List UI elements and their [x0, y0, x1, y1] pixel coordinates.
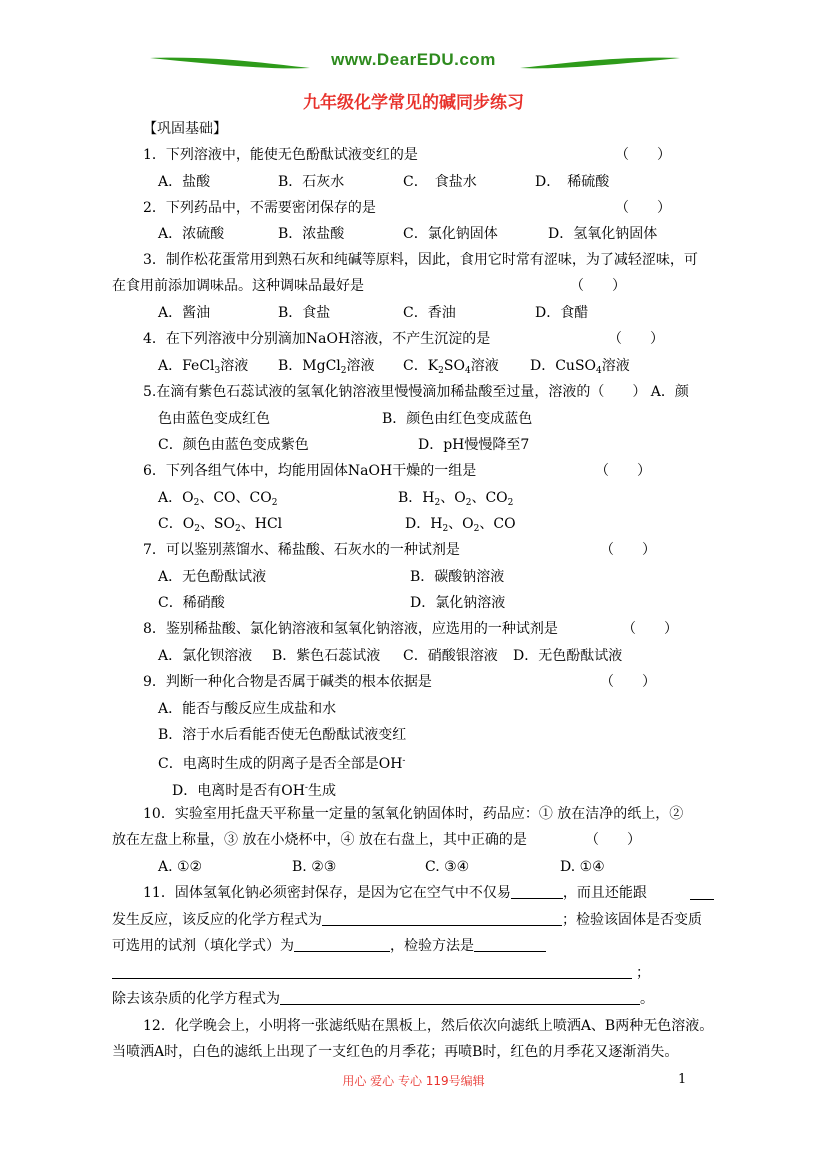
q2-option-b: B．浓盐酸	[278, 226, 345, 242]
q3-line1: 3．制作松花蛋常用到熟石灰和纯碱等原料，因此，食用它时常有涩味，为了减轻涩味，可	[143, 252, 698, 268]
q8-answer-paren: （ ）	[622, 621, 678, 637]
q10-line2: 放在左盘上称量，③ 放在小烧杯中，④ 放在右盘上，其中正确的是	[112, 832, 527, 848]
q8-option-d: D．无色酚酞试液	[513, 648, 623, 664]
q1-stem: 1．下列溶液中，能使无色酚酞试液变红的是	[143, 147, 418, 163]
q9-answer-paren: （ ）	[600, 674, 656, 690]
q11-blank-3[interactable]	[322, 911, 562, 926]
page-title: 九年级化学常见的碱同步练习	[303, 93, 524, 113]
q6-answer-paren: （ ）	[595, 463, 651, 479]
q6-option-c: C．$O_2$、$SO_2$、HCl	[158, 516, 283, 534]
q2-answer-paren: （ ）	[615, 200, 671, 216]
q5-option-d: D．pH慢慢降至7	[418, 437, 530, 453]
q7-answer-paren: （ ）	[600, 542, 656, 558]
q11-blank-5[interactable]	[474, 937, 546, 952]
q2-option-a: A．浓硫酸	[158, 226, 225, 242]
q1-option-d: D． 稀硫酸	[535, 174, 610, 190]
q11-line3-text-a: 可选用的试剂（填化学式）为	[112, 938, 294, 954]
q5-option-b: B．颜色由红色变成蓝色	[382, 411, 533, 427]
q11-line1-text-b: ，而且还能跟	[562, 885, 647, 901]
q1-option-c: C． 食盐水	[403, 174, 477, 190]
q6-option-a: A．$O_2$、CO、$CO_2$	[158, 490, 278, 508]
q10-answer-paren: （ ）	[585, 832, 641, 848]
site-logo-text: www.DearEDU.com	[331, 50, 496, 69]
q9-option-a: A．能否与酸反应生成盐和水	[158, 701, 337, 717]
q11-line1	[143, 884, 647, 902]
page-number: 1	[678, 1072, 687, 1087]
q4-answer-paren: （ ）	[608, 331, 664, 347]
q6-stem: 6．下列各组气体中，均能用固体NaOH干燥的一组是	[143, 463, 477, 479]
q10-option-b: B. ②③	[292, 859, 337, 875]
q11-blank-2[interactable]	[690, 899, 714, 900]
q8-option-a: A．氯化钡溶液	[158, 648, 253, 664]
q4-option-d: D．CuSO$_4$溶液	[530, 358, 630, 376]
q7-option-b: B．碳酸钠溶液	[410, 569, 505, 585]
q11-line3-text-b: ，检验方法是	[390, 938, 474, 954]
q7-option-a: A．无色酚酞试液	[158, 569, 267, 585]
q4-option-a: A．FeCl$_3$溶液	[158, 358, 249, 376]
q5-option-c: C．颜色由蓝色变成紫色	[158, 437, 309, 453]
q11-blank-1[interactable]	[511, 884, 563, 899]
q11-line5-end: 。	[640, 991, 654, 1007]
q6-option-b: B．$H_2$、$O_2$、$CO_2$	[398, 490, 514, 508]
q8-stem: 8．鉴别稀盐酸、氯化钠溶液和氢氧化钠溶液，应选用的一种试剂是	[143, 621, 558, 637]
page-footer: 用心 爱心 专心 119号编辑	[342, 1074, 485, 1088]
q10-line1: 10．实验室用托盘天平称量一定量的氢氧化钠固体时，药品应：① 放在洁净的纸上，②	[143, 806, 684, 822]
q11-line1-text-a: 11．固体氢氧化钠必须密封保存，是因为它在空气中不仅易	[143, 885, 511, 901]
q9-stem: 9．判断一种化合物是否属于碱类的根本依据是	[143, 674, 432, 690]
q1-option-a: A．盐酸	[158, 174, 211, 190]
q7-option-d: D．氯化钠溶液	[410, 595, 506, 611]
q11-line2-text-a: 发生反应，该反应的化学方程式为	[112, 912, 322, 928]
q11-line2	[112, 911, 702, 929]
q8-option-b: B．紫色石蕊试液	[272, 648, 381, 664]
q11-line3	[112, 937, 546, 955]
q10-option-d: D. ①④	[560, 859, 605, 875]
q3-option-d: D．食醋	[535, 305, 589, 321]
q11-blank-6[interactable]	[112, 978, 632, 979]
q12-line1: 12．化学晚会上，小明将一张滤纸贴在黑板上，然后依次向滤纸上喷洒A、B两种无色溶液。	[143, 1018, 714, 1034]
q3-option-b: B．食盐	[278, 305, 331, 321]
q4-option-c: C．$K_2SO_4$溶液	[403, 358, 499, 376]
q11-blank-7[interactable]	[280, 990, 640, 1005]
q8-option-c: C．硝酸银溶液	[403, 648, 498, 664]
q4-stem: 4．在下列溶液中分别滴加NaOH溶液，不产生沉淀的是	[143, 331, 491, 347]
q11-line5-text: 除去该杂质的化学方程式为	[112, 991, 280, 1007]
q11-line2-text-b: ；检验该固体是否变质	[562, 912, 702, 928]
q5-line1: 5.在滴有紫色石蕊试液的氢氧化钠溶液里慢慢滴加稀盐酸至过量，溶液的（ ） A．颜	[143, 384, 689, 400]
q11-line4-end: ；	[636, 965, 650, 981]
q11-blank-4[interactable]	[294, 937, 390, 952]
q9-option-d: D．电离时是否有OH-生成	[172, 783, 336, 799]
q3-option-c: C．香油	[403, 305, 456, 321]
q3-option-a: A．酱油	[158, 305, 211, 321]
q6-option-d: D．$H_2$、$O_2$、CO	[405, 516, 516, 534]
q1-option-b: B．石灰水	[278, 174, 345, 190]
q9-option-b: B．溶于水后看能否使无色酚酞试液变红	[158, 727, 407, 743]
section-heading: 【巩固基础】	[143, 121, 227, 137]
q2-stem: 2．下列药品中，不需要密闭保存的是	[143, 200, 376, 216]
q2-option-c: C．氯化钠固体	[403, 226, 498, 242]
q5-option-a-cont: 色由蓝色变成红色	[158, 411, 270, 427]
q7-stem: 7．可以鉴别蒸馏水、稀盐酸、石灰水的一种试剂是	[143, 542, 460, 558]
q7-option-c: C．稀硝酸	[158, 595, 225, 611]
q10-option-a: A. ①②	[158, 859, 203, 875]
q11-line5	[112, 990, 654, 1008]
q3-answer-paren: （ ）	[570, 278, 626, 294]
q2-option-d: D．氢氧化钠固体	[548, 226, 658, 242]
q9-option-c: C．电离时生成的阴离子是否全部是OH-	[158, 756, 406, 772]
q12-line2: 当喷洒A时，白色的滤纸上出现了一支红色的月季花；再喷B时，红色的月季花又逐渐消失。	[112, 1044, 679, 1060]
q1-answer-paren: （ ）	[615, 147, 671, 163]
q3-line2: 在食用前添加调味品。这种调味品最好是	[112, 278, 364, 294]
q10-option-c: C. ③④	[425, 859, 470, 875]
q4-option-b: B．MgCl$_2$溶液	[278, 358, 375, 376]
